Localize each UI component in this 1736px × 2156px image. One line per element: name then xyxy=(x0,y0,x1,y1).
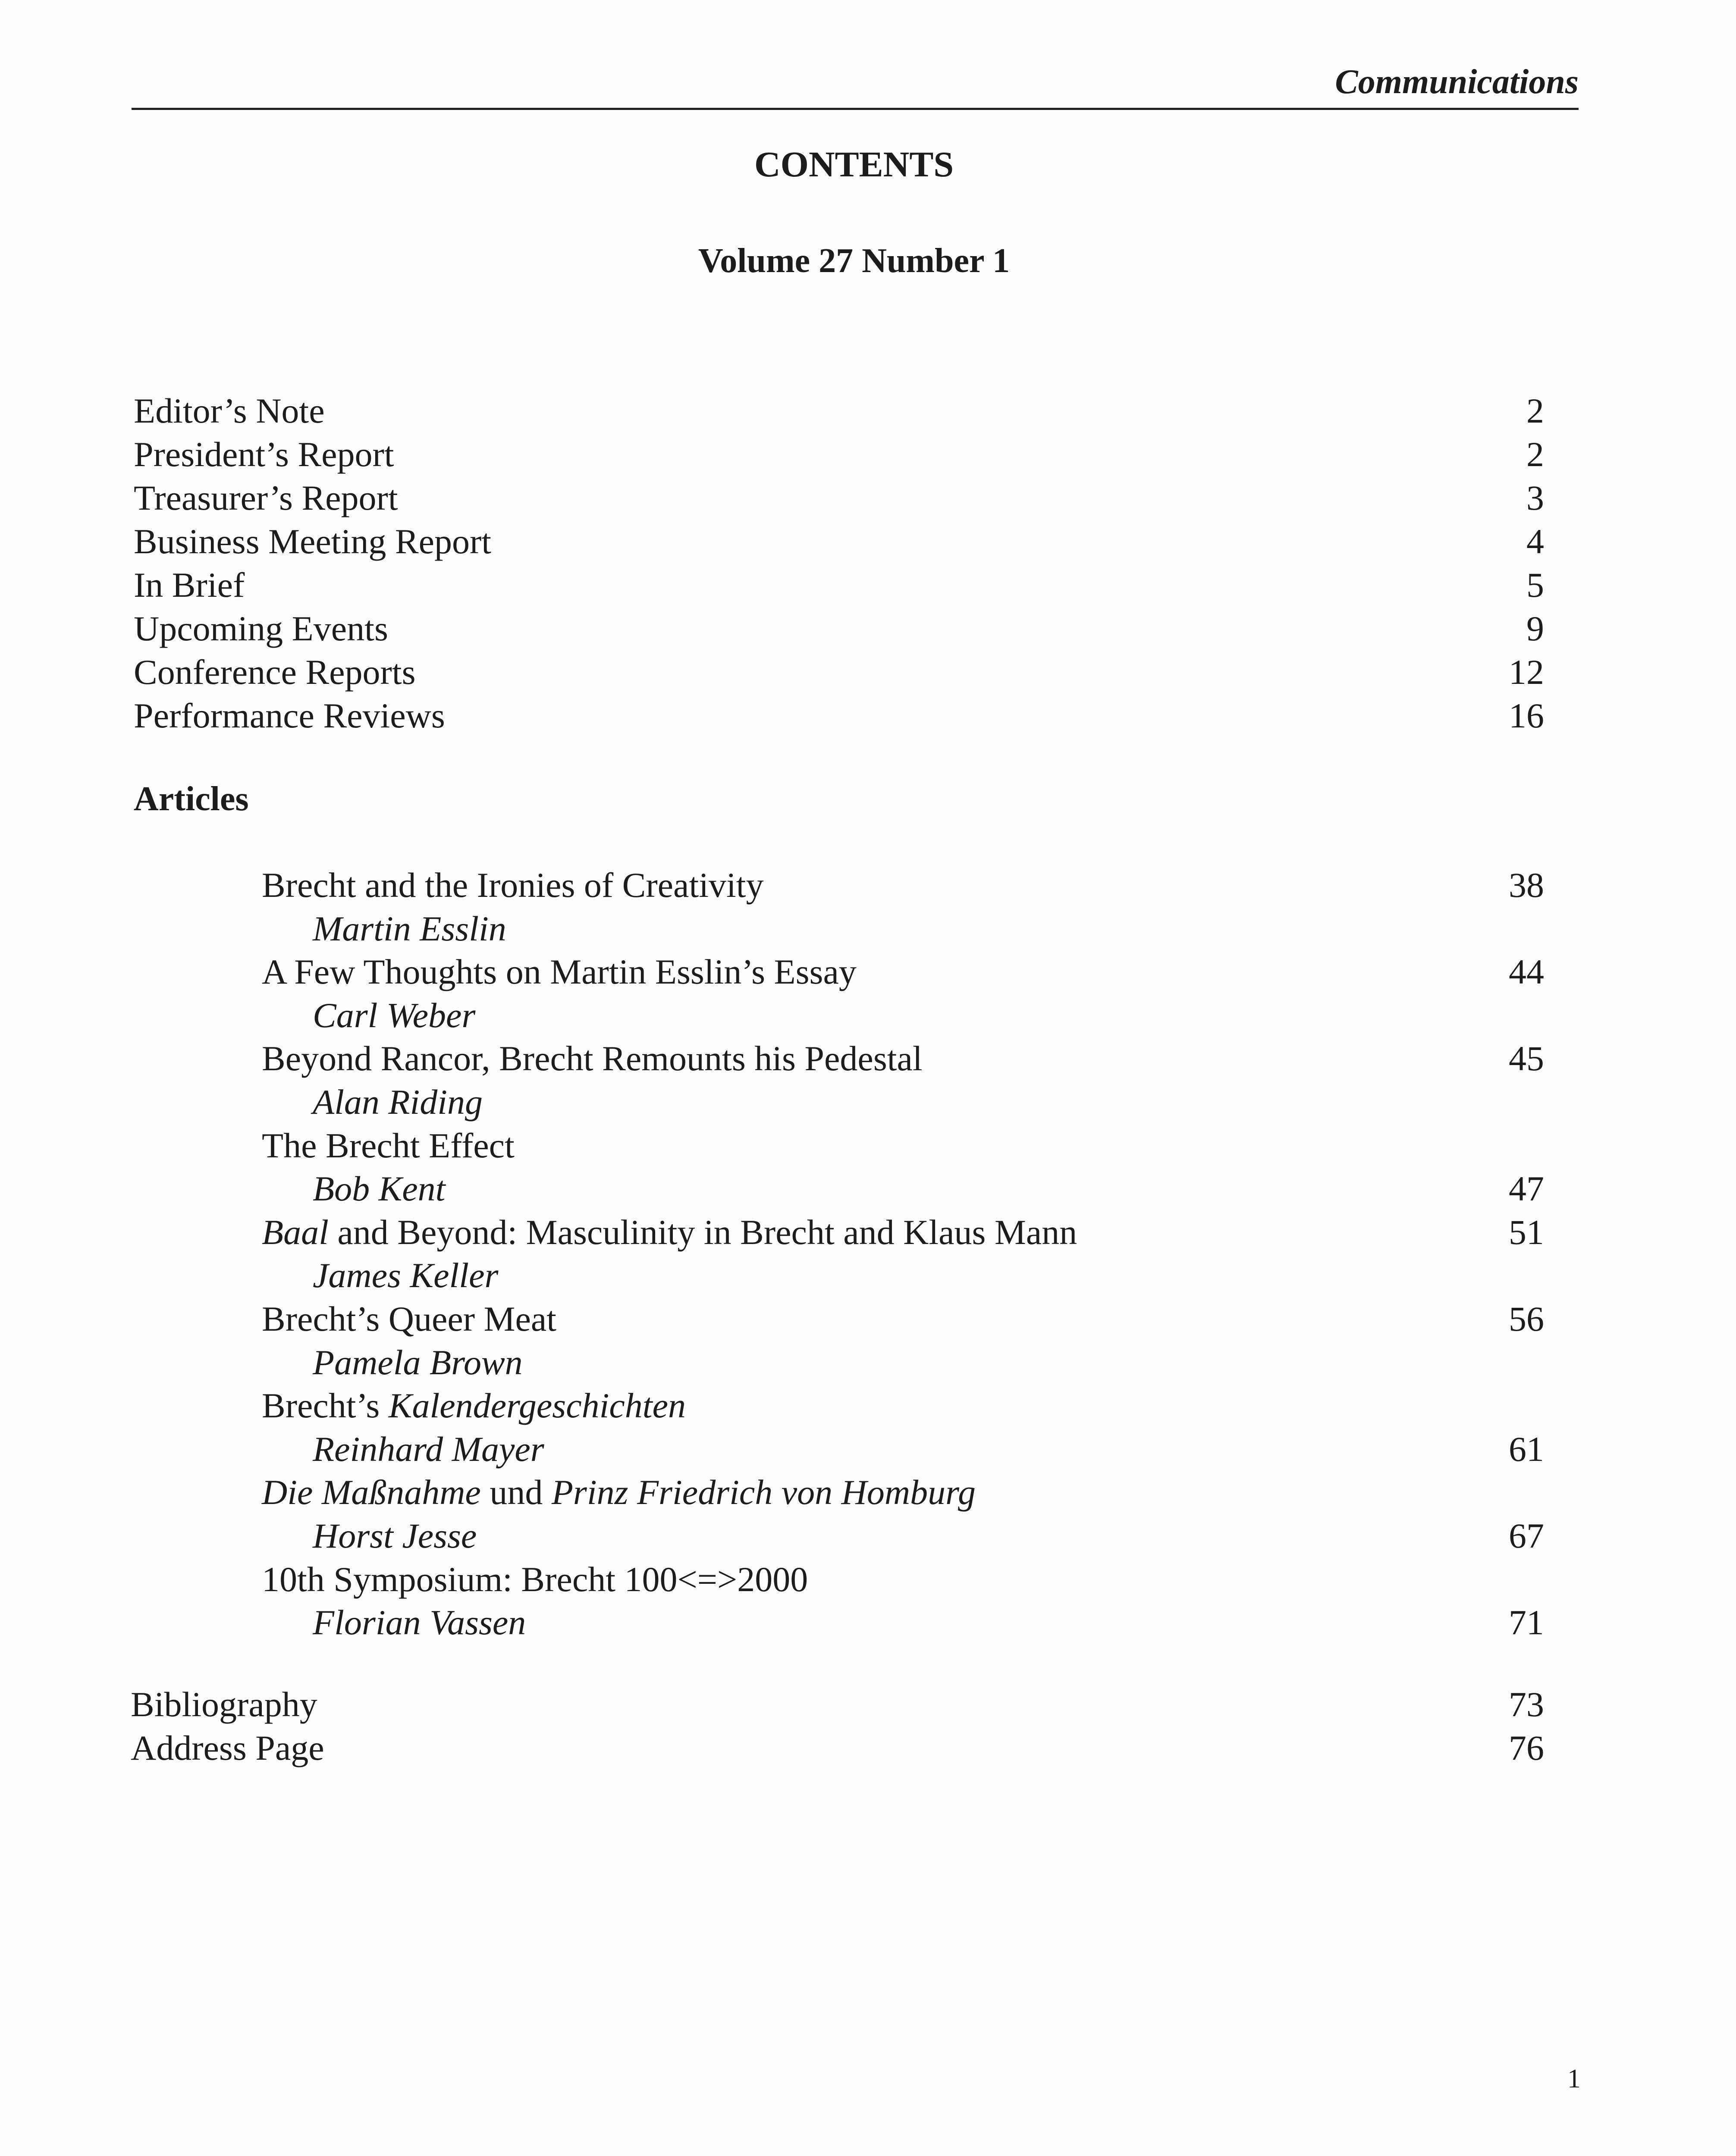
toc-entry xyxy=(0,608,1736,649)
article-title xyxy=(262,1385,686,1426)
article-page: 51 xyxy=(1509,1212,1544,1252)
running-head: Communications xyxy=(1335,63,1579,101)
article-title-row xyxy=(0,1038,1736,1079)
toc-entry-title: Business Meeting Report xyxy=(134,522,492,561)
toc-entry xyxy=(0,564,1736,606)
article-title-italic-part: Prinz Friedrich von Homburg xyxy=(551,1473,976,1512)
article-author-row xyxy=(0,1515,1736,1557)
article-author: Carl Weber xyxy=(313,995,476,1035)
article-title-italic-part: Kalendergeschichten xyxy=(388,1386,686,1426)
article-author-row xyxy=(0,908,1736,950)
article-title-part: and Beyond: Masculinity in Brecht and Klaus Mann xyxy=(328,1212,1077,1252)
toc-entry xyxy=(0,695,1736,736)
article-page: 38 xyxy=(1509,865,1544,905)
article-title-italic-part: Die Maßnahme xyxy=(262,1473,481,1512)
toc-entry-title: Editor’s Note xyxy=(134,391,325,430)
article-title-italic-part: Baal xyxy=(262,1212,329,1252)
issue-subtitle: Volume 27 Number 1 xyxy=(698,242,1010,280)
toc-entry-title: Upcoming Events xyxy=(134,609,388,648)
toc-entry-page: 76 xyxy=(1509,1728,1544,1767)
article-title-row xyxy=(0,1125,1736,1166)
article-title xyxy=(262,1038,923,1079)
contents-title: CONTENTS xyxy=(754,144,954,185)
article-author: Florian Vassen xyxy=(313,1603,526,1642)
toc-entry-title: Treasurer’s Report xyxy=(134,478,398,517)
toc-entry-page: 4 xyxy=(1526,522,1544,561)
article-author: Martin Esslin xyxy=(313,909,506,948)
article-title-part: Brecht and the Ironies of Creativity xyxy=(262,865,764,905)
article-title-part: Brecht’s xyxy=(262,1386,389,1426)
toc-entry-page: 5 xyxy=(1526,565,1544,605)
article-page: 44 xyxy=(1509,952,1544,992)
article-author: Bob Kent xyxy=(313,1169,446,1209)
toc-entry xyxy=(0,652,1736,693)
article-title xyxy=(262,865,764,906)
article-title-part: Beyond Rancor, Brecht Remounts his Pedestal xyxy=(262,1039,923,1078)
article-title-part: The Brecht Effect xyxy=(262,1125,515,1165)
article-title xyxy=(262,951,857,993)
article-title xyxy=(262,1212,1077,1253)
toc-entry-page: 73 xyxy=(1509,1685,1544,1724)
toc-entry-page: 2 xyxy=(1526,391,1544,430)
article-author: Alan Riding xyxy=(313,1082,483,1122)
article-page: 67 xyxy=(1509,1516,1544,1555)
article-title-row xyxy=(0,951,1736,993)
article-title-part: und xyxy=(480,1473,552,1512)
article-title-row xyxy=(0,1472,1736,1513)
article-author-row xyxy=(0,1081,1736,1123)
article-author-row xyxy=(0,1168,1736,1210)
article-author-row xyxy=(0,1429,1736,1470)
article-title-row xyxy=(0,1385,1736,1426)
article-title-part: A Few Thoughts on Martin Esslin’s Essay xyxy=(262,952,857,992)
toc-entry-title: In Brief xyxy=(134,565,245,605)
article-page: 71 xyxy=(1509,1603,1544,1642)
page-number: 1 xyxy=(1567,2064,1581,2093)
article-title-row xyxy=(0,1559,1736,1600)
article-page: 56 xyxy=(1509,1299,1544,1338)
article-page: 45 xyxy=(1509,1039,1544,1078)
toc-entry xyxy=(0,390,1736,432)
article-title xyxy=(262,1298,556,1340)
toc-entry xyxy=(0,477,1736,519)
toc-entry-page: 2 xyxy=(1526,435,1544,474)
toc-entry-title: Address Page xyxy=(131,1728,324,1767)
toc-entry-page: 12 xyxy=(1509,652,1544,692)
toc-entry xyxy=(0,434,1736,475)
article-author-row xyxy=(0,995,1736,1036)
article-author-row xyxy=(0,1342,1736,1383)
article-title-row xyxy=(0,1212,1736,1253)
article-title xyxy=(262,1472,976,1513)
article-title-row xyxy=(0,865,1736,906)
toc-entry-title: Performance Reviews xyxy=(134,696,445,735)
article-title-part: 10th Symposium: Brecht 100<=>2000 xyxy=(262,1559,808,1599)
header-rule xyxy=(132,108,1579,110)
toc-entry-page: 9 xyxy=(1526,609,1544,648)
article-title xyxy=(262,1559,808,1600)
toc-entry-title: Conference Reports xyxy=(134,652,416,692)
article-author-row xyxy=(0,1255,1736,1296)
toc-entry xyxy=(0,521,1736,562)
article-author: Reinhard Mayer xyxy=(313,1429,544,1469)
article-title-part: Brecht’s Queer Meat xyxy=(262,1299,557,1338)
articles-heading: Articles xyxy=(134,780,249,818)
toc-entry xyxy=(0,1684,1736,1725)
article-title xyxy=(262,1125,515,1166)
toc-entry-page: 3 xyxy=(1526,478,1544,517)
article-title-row xyxy=(0,1298,1736,1340)
toc-entry-title: President’s Report xyxy=(134,435,394,474)
article-author: Pamela Brown xyxy=(313,1342,523,1382)
toc-entry-title: Bibliography xyxy=(131,1685,317,1724)
toc-entry xyxy=(0,1727,1736,1769)
article-author-row xyxy=(0,1602,1736,1643)
toc-entry-page: 16 xyxy=(1509,696,1544,735)
article-page: 47 xyxy=(1509,1169,1544,1209)
article-page: 61 xyxy=(1509,1429,1544,1469)
article-author: James Keller xyxy=(313,1256,499,1295)
article-author: Horst Jesse xyxy=(313,1516,477,1555)
